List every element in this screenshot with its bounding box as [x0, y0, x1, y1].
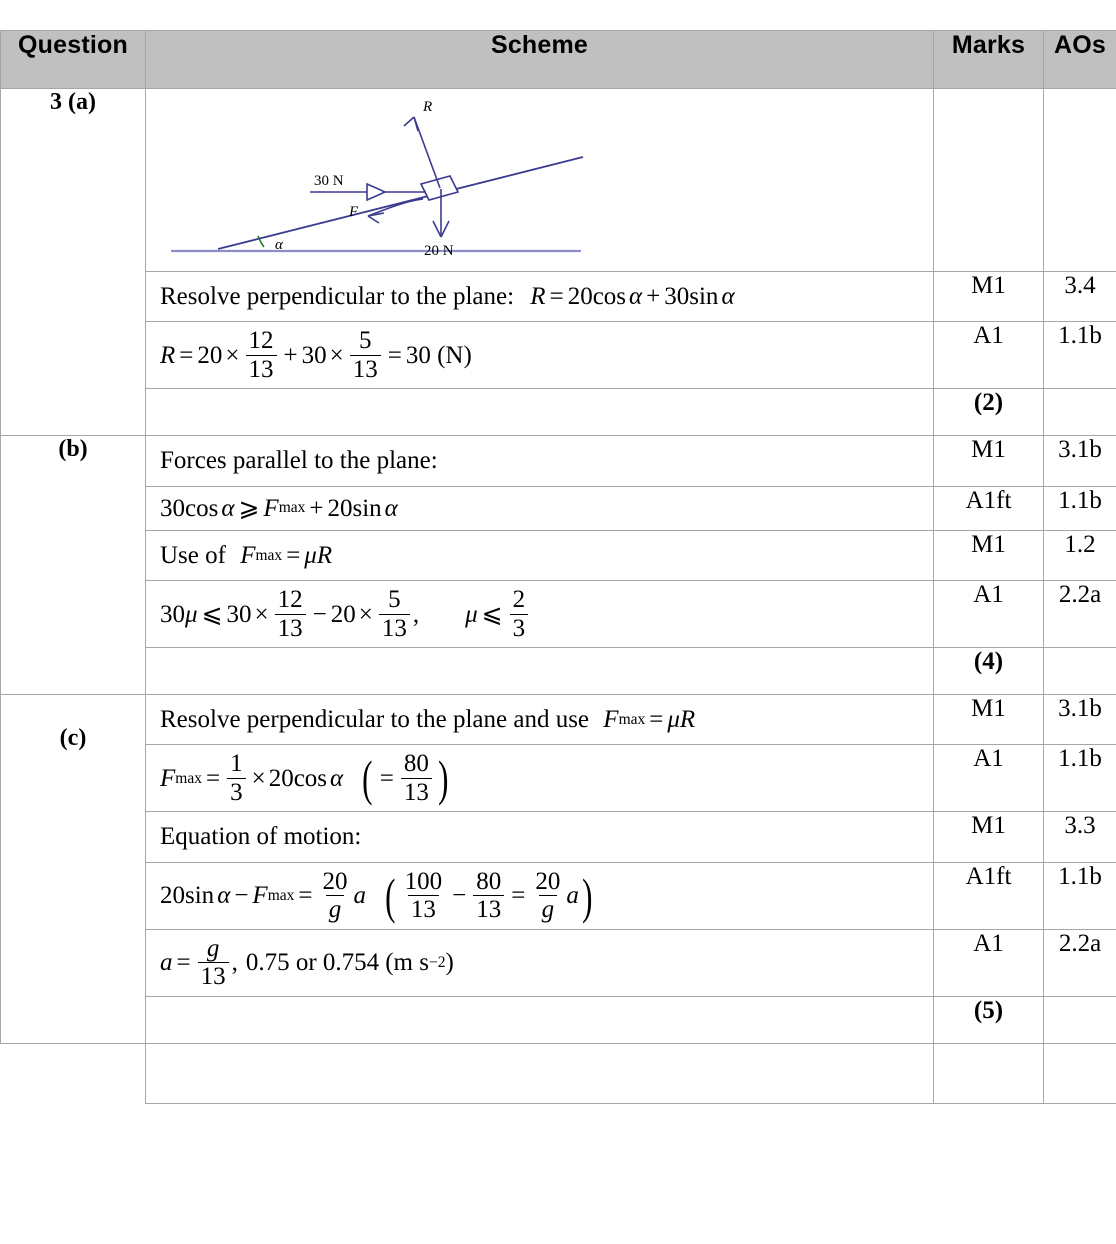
fraction-20-g: $\frac{20}{g}$: [535, 867, 561, 923]
marks-cell: M1: [934, 695, 1044, 745]
aos-cell: 1.1b: [1044, 486, 1116, 530]
scheme-cell-b-use-of: [146, 530, 934, 580]
use-of-text: Use of: [160, 541, 226, 569]
bracketed-value: ( = $\frac{80}{13}$ ): [362, 750, 449, 807]
aos-cell: [1044, 89, 1116, 272]
fraction-5-13: $\frac{5}{13}$: [350, 328, 381, 382]
header-marks: Marks: [934, 31, 1044, 89]
scheme-math-line: [146, 745, 933, 811]
scheme-cell-empty: [146, 1043, 934, 1104]
fraction-12-13: $\frac{12}{13}$: [275, 587, 306, 641]
marks-cell: M1: [934, 530, 1044, 580]
table-row: [1, 648, 1116, 695]
fraction-80-13: $\frac{80}{13}$: [401, 751, 432, 805]
marks-cell: A1: [934, 322, 1044, 389]
scheme-cell-empty: [146, 648, 934, 695]
aos-cell: 3.1b: [1044, 695, 1116, 745]
marks-cell: [934, 1043, 1044, 1104]
question-label-a: 3 (a): [1, 89, 146, 436]
aos-cell: [1044, 996, 1116, 1043]
scheme-cell-c-eom-text: [146, 812, 934, 862]
table-row: [1, 812, 1116, 862]
fraction-2-3: $\frac{2}{3}$: [510, 587, 529, 641]
aos-cell: 1.1b: [1044, 745, 1116, 812]
left-paren: (: [362, 750, 373, 807]
scheme-text-line: [146, 272, 933, 321]
scheme-text-line: [146, 812, 933, 861]
scheme-cell-b-forces: [146, 436, 934, 486]
forces-parallel-text: Forces parallel to the plane:: [160, 447, 438, 475]
aos-cell: [1044, 648, 1116, 695]
scheme-cell-c-fmax: [146, 745, 934, 812]
fraction-80-13: $\frac{80}{13}$: [473, 869, 504, 923]
table-row: [1, 389, 1116, 436]
resolve-equation: R = 20 cos α + 30 sin α: [530, 283, 735, 310]
fmax-mu-r-equation: F max = μ R: [603, 706, 696, 733]
table-row: [1, 581, 1116, 648]
weight-label: 20 N: [424, 243, 454, 259]
marks-cell: M1: [934, 812, 1044, 862]
marks-cell: A1ft: [934, 862, 1044, 929]
table-row: [1, 486, 1116, 530]
table-header: [1, 31, 1116, 89]
table-row: [1, 1043, 1116, 1104]
header-row: [1, 31, 1116, 89]
aos-cell: 3.4: [1044, 272, 1116, 322]
table-row: [1, 862, 1116, 929]
aos-cell: [1044, 1043, 1116, 1104]
aos-cell: [1044, 389, 1116, 436]
aos-cell: 2.2a: [1044, 929, 1116, 996]
aos-cell: 2.2a: [1044, 581, 1116, 648]
scheme-cell-c-eom: [146, 862, 934, 929]
table-row: [1, 322, 1116, 389]
scheme-text-line: [146, 436, 933, 485]
aos-cell: 1.1b: [1044, 862, 1116, 929]
header-question: Question: [1, 31, 146, 89]
mark-scheme-table: [0, 30, 1116, 1104]
right-paren: ): [582, 867, 593, 924]
scheme-math-line: [146, 581, 933, 647]
normal-reaction-label: R: [423, 99, 433, 115]
table-row: [1, 530, 1116, 580]
aos-cell: 1.1b: [1044, 322, 1116, 389]
applied-force-label: 30 N: [314, 173, 344, 189]
fraction-12-13: $\frac{12}{13}$: [246, 328, 277, 382]
table-row: [1, 929, 1116, 996]
angle-label: α: [275, 237, 283, 253]
incline-line: [218, 157, 583, 249]
normal-reaction-arrow: [404, 117, 440, 188]
aos-cell: 3.3: [1044, 812, 1116, 862]
question-cell-empty: [1, 1043, 146, 1104]
fraction-5-13: $\frac{5}{13}$: [379, 587, 410, 641]
bracketed-working: ( $\frac{100}{13}$ − $\frac{80}{13}$ = $\frac{20}{g}$ a ): [385, 867, 593, 924]
scheme-text-line: [146, 531, 933, 580]
marks-cell: A1ft: [934, 486, 1044, 530]
scheme-cell-b-mu: [146, 581, 934, 648]
part-total-marks-a: (2): [934, 389, 1044, 436]
fraction-100-13: $\frac{100}{13}$: [404, 867, 443, 923]
inclined-plane-force-diagram: [146, 89, 932, 269]
diagram-cell: [146, 89, 934, 272]
aos-cell: 3.1b: [1044, 436, 1116, 486]
marks-cell: A1: [934, 745, 1044, 812]
table-row: [1, 272, 1116, 322]
table-row: [1, 996, 1116, 1043]
right-paren: ): [438, 750, 449, 807]
forces-inequality: 30 cos α ⩾ F max + 20 sin α: [160, 494, 398, 522]
table-row: [1, 695, 1116, 745]
scheme-cell-a-value: [146, 322, 934, 389]
scheme-cell-empty: [146, 996, 934, 1043]
fraction-1-3: $\frac{1}{3}$: [227, 751, 246, 805]
resolve-and-use-text: Resolve perpendicular to the plane and use: [160, 706, 590, 733]
acceleration-answer: a = $\frac{g}{13}$ , 0.75 or 0.754 ( m s −2 ): [160, 934, 454, 990]
question-label-c: (c): [1, 695, 146, 1044]
table-row: [1, 89, 1116, 272]
question-label-b: (b): [1, 436, 146, 695]
fmax-mu-r-equation: F max = μ R: [240, 541, 333, 569]
table-row: [1, 745, 1116, 812]
scheme-text-line: [146, 695, 933, 744]
scheme-math-line: [146, 930, 933, 996]
resolve-perpendicular-text: Resolve perpendicular to the plane:: [160, 283, 515, 310]
fraction-g-13: $\frac{g}{13}$: [198, 936, 229, 990]
equation-of-motion-text: Equation of motion:: [160, 823, 362, 851]
aos-cell: 1.2: [1044, 530, 1116, 580]
left-paren: (: [385, 867, 396, 924]
header-scheme: Scheme: [146, 31, 934, 89]
scheme-math-line: [146, 863, 933, 929]
scheme-math-line: [146, 487, 933, 530]
fraction-20-g: $\frac{20}{g}$: [322, 867, 348, 923]
fmax-value-equation: F max = $\frac{1}{3}$ × 20 cos α ( = $\frac{80}{13}$ ): [160, 751, 452, 805]
marks-cell: A1: [934, 929, 1044, 996]
friction-arrow: [368, 199, 423, 223]
equation-of-motion-equation: 20 sin α − F max = $\frac{20}{g}$ a ( $\frac{100}{13}$ − $\frac{80}{13}$ = $\frac{20}{g}$ a ): [160, 869, 596, 923]
marks-cell: M1: [934, 272, 1044, 322]
marks-cell: [934, 89, 1044, 272]
scheme-cell-a-resolve: [146, 272, 934, 322]
scheme-cell-c-answer: [146, 929, 934, 996]
scheme-cell-c-resolve: [146, 695, 934, 745]
scheme-cell-empty: [146, 389, 934, 436]
part-total-marks-b: (4): [934, 648, 1044, 695]
r-value-equation: R = 20 × $\frac{12}{13}$ + 30 × $\frac{5}{13}$ = 30 (N): [160, 327, 472, 383]
marks-cell: A1: [934, 581, 1044, 648]
table-body: [1, 89, 1116, 1104]
scheme-cell-b-inequality: [146, 486, 934, 530]
marks-cell: M1: [934, 436, 1044, 486]
friction-label: F: [349, 204, 359, 220]
part-total-marks-c: (5): [934, 996, 1044, 1043]
table-row: [1, 436, 1116, 486]
header-aos: AOs: [1044, 31, 1116, 89]
mu-inequality: 30 μ ⩽ 30 × $\frac{12}{13}$ − 20 × $\frac{5}{13}$ , μ ⩽ $\frac{2}{3}$: [160, 587, 531, 641]
scheme-math-line: [146, 322, 933, 388]
